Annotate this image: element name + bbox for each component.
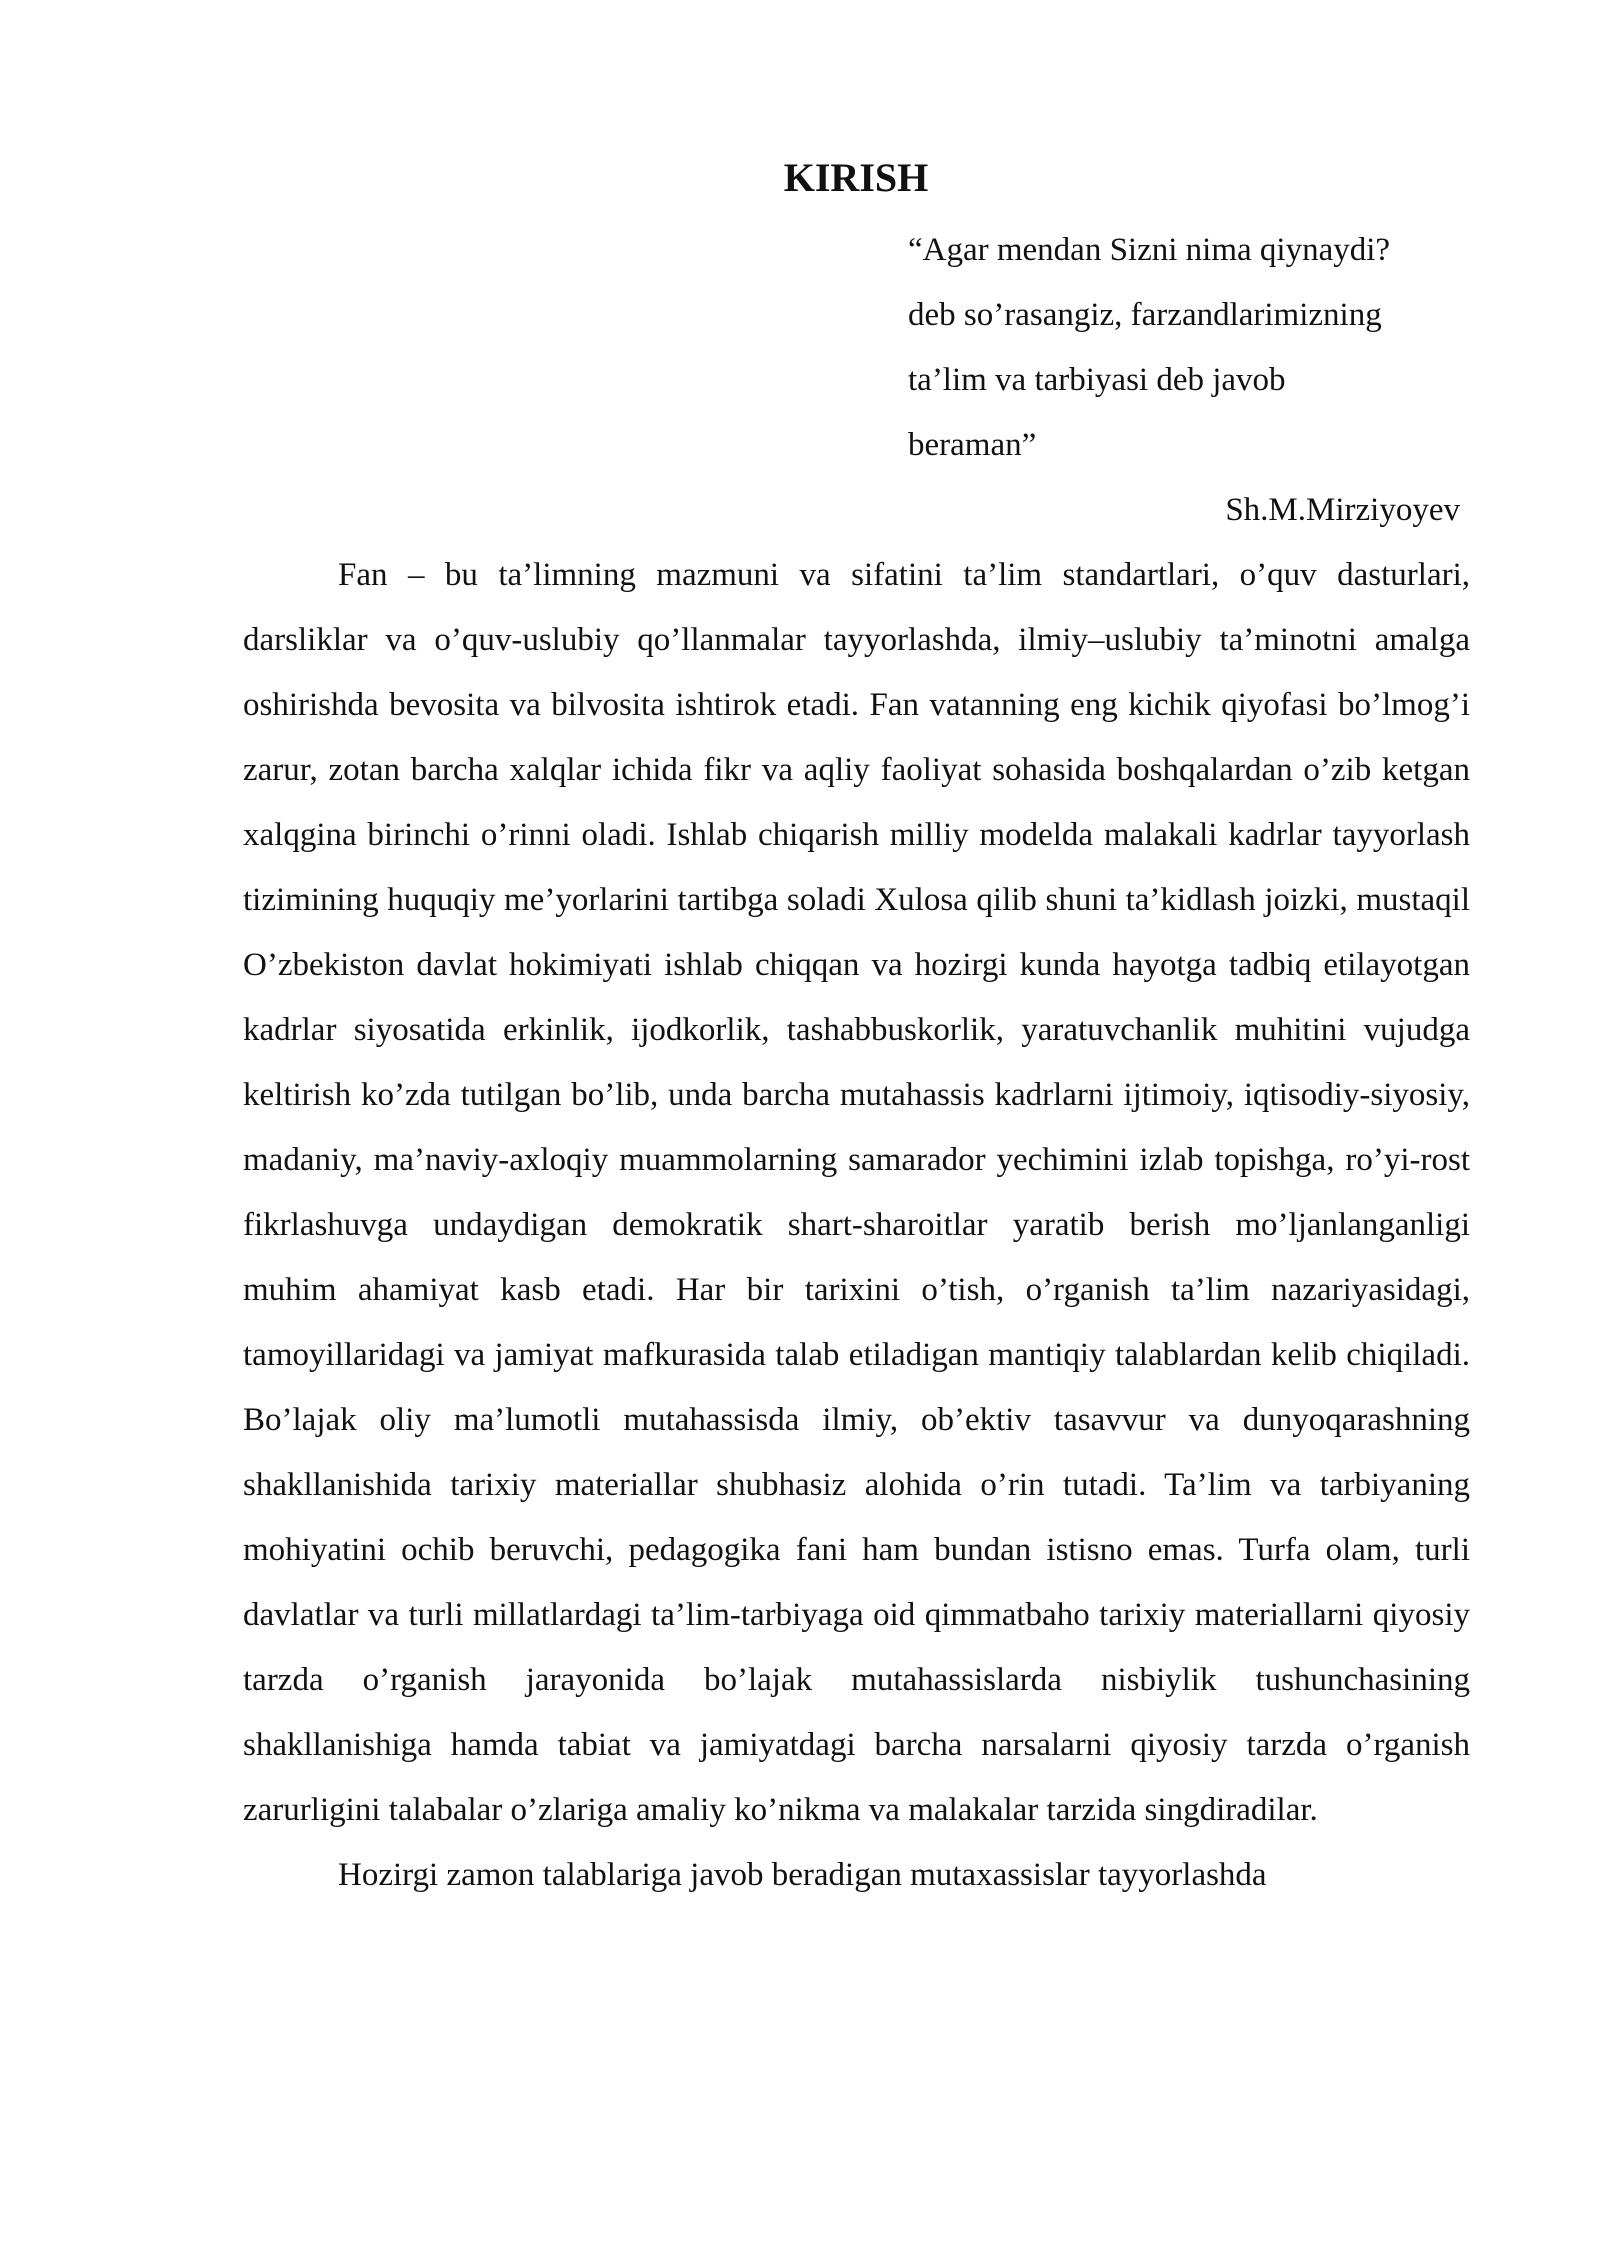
epigraph-line: beraman” [908, 427, 1037, 463]
epigraph-line: “Agar mendan Sizni nima qiynaydi? [908, 232, 1391, 268]
page-title: KIRISH [783, 155, 929, 200]
epigraph-quote [908, 218, 1468, 478]
epigraph-line: ta’lim va tarbiyasi deb javob [908, 362, 1286, 398]
body-text [243, 543, 1470, 1908]
epigraph-line: deb so’rasangiz, farzandlarimizning [908, 297, 1382, 333]
paragraph: Fan – bu ta’limning mazmuni va sifatini ta’lim standartlari, o’quv dasturlari, darsliklar va o’quv-uslubiy qo’llanmalar tayyorlashda, ilmiy–uslubiy ta’minotni amalga oshirishda bevosita va bilvosita ishtirok etadi. Fan vatanning eng kichik qiyofasi bo’lmog’i zarur, zotan barcha xalqlar ichida fikr va aqliy faoliyat sohasida boshqalardan o’zib ketgan xalqgina birinchi o’rinni oladi. Ishlab chiqarish milliy modelda malakali kadrlar tayyorlash tizimining huquqiy me’yorlarini tartibga soladi Xulosa qilib shuni ta’kidlash joizki, mustaqil O’zbekiston davlat hokimiyati ishlab chiqqan va hozirgi kunda hayotga tadbiq etilayotgan kadrlar siyosatida erkinlik, ijodkorlik, tashabbuskorlik, yaratuvchanlik muhitini vujudga keltirish ko’zda tutilgan bo’lib, unda barcha mutahassis kadrlarni ijtimoiy, iqtisodiy-siyosiy, madaniy, ma’naviy-axloqiy muammolarning samarador yechimini izlab topishga, ro’yi-rost fikrlashuvga undaydigan demokratik shart-sharoitlar yaratib berish mo’ljanlanganligi muhim ahamiyat kasb etadi. Har bir tarixini o’tish, o’rganish ta’lim nazariyasidagi, tamoyillaridagi va jamiyat mafkurasida talab etiladigan mantiqiy talablardan kelib chiqiladi. Bo’lajak oliy ma’lumotli mutahassisda ilmiy, ob’ektiv tasavvur va dunyoqarashning shakllanishida tarixiy materiallar shubhasiz alohida o’rin tutadi. Ta’lim va tarbiyaning mohiyatini ochib beruvchi, pedagogika fani ham bundan istisno emas. Turfa olam, turli davlatlar va turli millatlardagi ta’lim-tarbiyaga oid qimmatbaho tarixiy materiallarni qiyosiy tarzda o’rganish jarayonida bo’lajak mutahassislarda nisbiylik tushunchasining shakllanishiga hamda tabiat va jamiyatdagi barcha narsalarni qiyosiy tarzda o’rganish zarurligini talabalar o’zlariga amaliy ko’nikma va malakalar tarzida singdiradilar. [243, 557, 1470, 1828]
paragraph: Hozirgi zamon talablariga javob beradigan mutaxassislar tayyorlashda [338, 1857, 1267, 1893]
epigraph-author: Sh.M.Mirziyoyev [1225, 492, 1460, 528]
